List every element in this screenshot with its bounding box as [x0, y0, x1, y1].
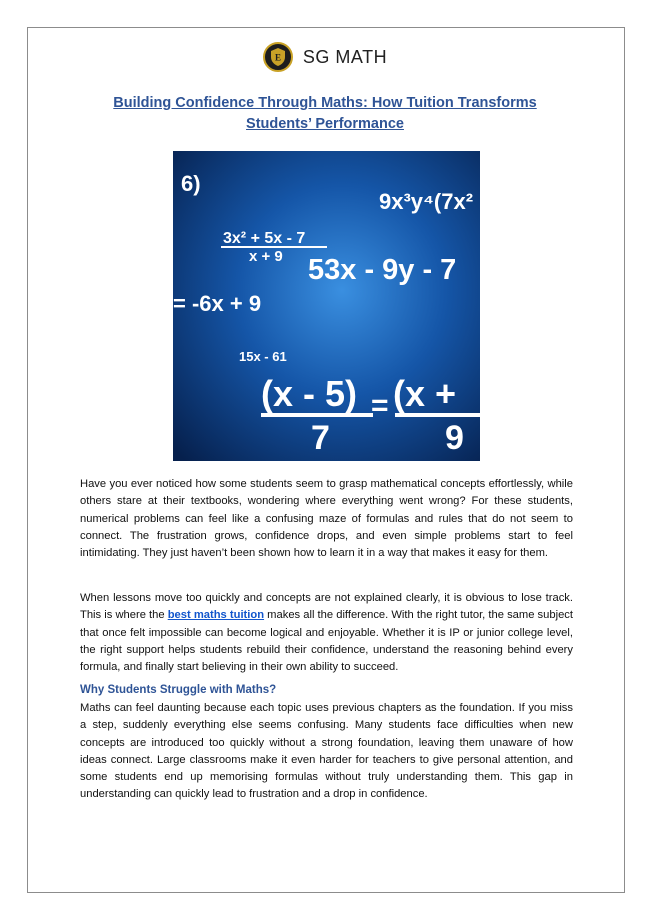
hero-image — [173, 151, 480, 461]
shield-crest-icon — [263, 42, 293, 72]
paragraph-tuition-start: When lessons move too quickly and concepts are not explained clearly, it is obvious to lose track. This is where the — [80, 592, 573, 622]
paragraph-intro: Have you ever noticed how some students seem to grasp mathematical concepts effortlessly, while others stare at their textbooks, wondering where everything went wrong? For these students, numerical problems can feel like a confusing maze of formulas and rules that do not seem to connect. The frustration grows, confidence drops, and even simple problems start to feel intimidating. They just haven’t been shown how to learn it in a way that makes it easy for them. — [80, 478, 573, 560]
shield-icon — [269, 47, 287, 67]
hero-line-fraction-den: x + 9 — [249, 248, 283, 265]
section-heading-why-struggle: Why Students Struggle with Maths? — [80, 684, 277, 696]
hero-line-equals: = — [371, 389, 389, 422]
hero-line-left-eq: = -6x + 9 — [173, 291, 262, 316]
best-maths-tuition-link[interactable]: best maths tuition — [167, 609, 265, 622]
hero-line-middle: 53x - 9y - 7 — [308, 254, 457, 286]
logo-letter: E — [274, 52, 281, 63]
brand-header — [0, 42, 650, 72]
hero-line-small: 15x - 61 — [239, 349, 287, 364]
hero-line-bottom-right-den: 9 — [445, 419, 464, 457]
brand-name: SG MATH — [302, 46, 388, 67]
hero-line-bottom-right-num: (x + — [393, 373, 457, 414]
paragraph-tuition — [80, 590, 573, 676]
hero-line-number: 6) — [181, 171, 201, 196]
paragraph-struggle: Maths can feel daunting because each topic uses previous chapters as the foundation. If you miss a step, suddenly everything else seems confusing. Many students face difficulties when new concepts are introduced too quickly without a strong foundation, leaving them unaware of how ideas connect. Large classrooms make it even harder for teachers to give personal attention, and some students end up memorising formulas without truly understanding them. This gap in understanding can quickly lead to frustration and a drop in confidence. — [80, 702, 573, 801]
hero-line-bottom-left-num: (x - 5) — [261, 373, 358, 414]
paragraph-tuition-end: makes all the difference. With the right tutor, the same subject that once felt impossible can become logical and enjoyable. Whether it is IP or junior college level, the right support helps students rebuild their confidence, understand the reasoning behind every formula, and finally start believing in their own ability to succeed. — [80, 609, 573, 674]
article-title[interactable]: Building Confidence Through Maths: How Tuition Transforms Students’ Performance — [113, 95, 537, 132]
hero-line-bottom-left-den: 7 — [311, 419, 330, 457]
hero-line-top-right: 9x³y⁴(7x² — [379, 189, 474, 214]
hero-line-fraction-num: 3x² + 5x - 7 — [223, 230, 306, 247]
